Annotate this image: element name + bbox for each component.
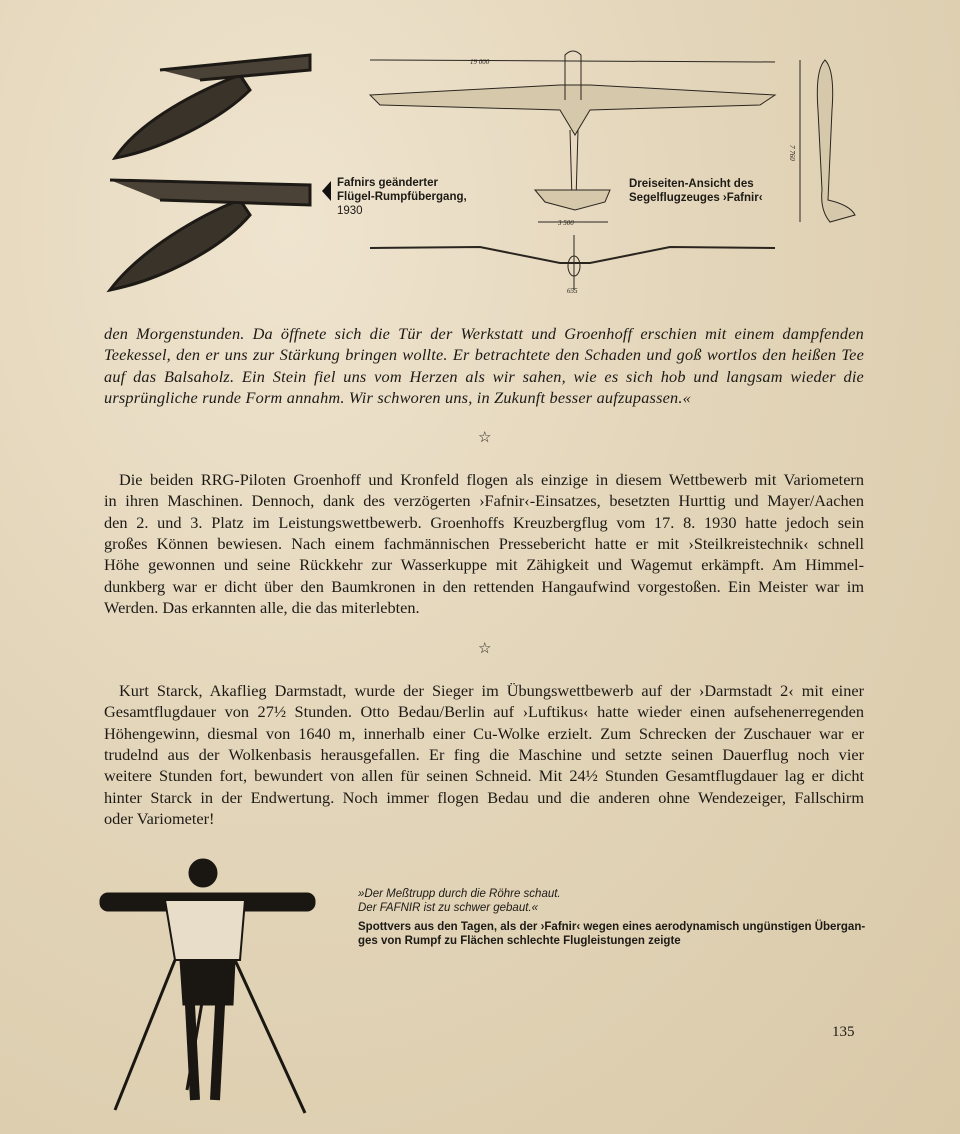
- text-line: Teekessel, den er uns zur Stärkung bringen wollte. Er betrachtete den Schaden und goß wortlos den heißen Tee: [104, 345, 864, 364]
- text-line: Höhe gewonnen und seine Rückkehr zur Wasserkuppe mit Zähigkeit und Wagemut erkämpft. Am Himmel-: [104, 555, 864, 574]
- description-line: ges von Rumpf zu Flächen schlechte Flugleistungen zeigte: [358, 935, 681, 947]
- glider-sketch-figure: [100, 40, 320, 300]
- verse-caption: [358, 887, 561, 915]
- section-separator-star: ☆: [478, 430, 492, 446]
- text-line: großes Können bewiesen. Nach einem fachmännischen Pressebericht hatte er mit ›Steilkreistechnik‹ schnell: [104, 534, 864, 553]
- dimension-tail: 3 500: [558, 219, 574, 227]
- caption-left-year: 1930: [337, 205, 363, 217]
- text-line: ursprüngliche runde Form annahm. Wir schworen uns, in Zukunft besser aufzupassen.«: [104, 388, 691, 407]
- text-line: Gesamtflugdauer von 27½ Stunden. Otto Bedau/Berlin auf ›Luftikus‹ hatte wieder einen aufsehenerregenden: [104, 702, 864, 721]
- caption-left-line: Fafnirs geänderter: [337, 177, 438, 189]
- three-view-drawing: [360, 50, 870, 295]
- dimension-fuselage: 655: [567, 287, 578, 295]
- text-line: hinter Starck in der Endwertung. Noch immer flogen Bedau und die anderen ohne Wendezeiger, Fallschirm: [104, 788, 864, 807]
- dimension-span: 19 000: [470, 58, 490, 66]
- description-caption: [358, 920, 865, 948]
- pointer-arrow-icon: [322, 181, 331, 201]
- surveyor-cartoon: [95, 855, 325, 1120]
- caption-right-line: Segelflugzeuges ›Fafnir‹: [629, 192, 763, 204]
- dimension-length: 7 760: [788, 145, 796, 161]
- text-line: Kurt Starck, Akaflieg Darmstadt, wurde der Sieger im Übungswettbewerb auf der ›Darmstadt 2‹ mit einer: [119, 681, 864, 700]
- text-line: Werden. Das erkannten alle, die das miterlebten.: [104, 598, 420, 617]
- text-line: auf das Balsaholz. Ein Stein fiel uns vom Herzen als wir sahen, wie es sich hob und langsam wieder die: [104, 367, 864, 386]
- text-line: Höhengewinn, diesmal von 1640 m, innerhalb einer Cu-Wolke erzielt. Zum Schrecken der Zuschauer war er: [104, 724, 864, 743]
- text-line: oder Variometer!: [104, 809, 215, 828]
- text-line: weitere Stunden fort, bewundert von allen für seinen Schneid. Mit 24½ Stunden Gesamtflugdauer lag er dicht: [104, 766, 864, 785]
- text-line: in ihren Maschinen. Dennoch, dank des verzögerten ›Fafnir‹-Einsatzes, besetzten Hurttig und Mayer/Aachen: [104, 491, 864, 510]
- description-line: Spottvers aus den Tagen, als der ›Fafnir‹ wegen eines aerodynamisch ungünstigen Übergan-: [358, 921, 866, 933]
- text-line: dunkberg war er dicht über den Baumkronen in den rettenden Hangaufwind vorgestoßen. Ein Meister war im: [104, 577, 864, 596]
- caption-right: [629, 177, 763, 205]
- text-line: Die beiden RRG-Piloten Groenhoff und Kronfeld flogen als einzige in diesem Wettbewerb mit Variometern: [119, 470, 864, 489]
- caption-right-line: Dreiseiten-Ansicht des: [629, 178, 754, 190]
- text-line: den 2. und 3. Platz im Leistungswettbewerb. Groenhoffs Kreuzbergflug vom 17. 8. 1930 hatte jedoch sein: [104, 513, 864, 532]
- verse-line: Der FAFNIR ist zu schwer gebaut.«: [358, 902, 539, 914]
- text-line: trudelnd aus der Wolkenbasis herausgefallen. Er fing die Maschine und setzte seinen Dauerflug noch vier: [104, 745, 864, 764]
- page-number: 135: [832, 1024, 855, 1040]
- verse-line: »Der Meßtrupp durch die Röhre schaut.: [358, 888, 561, 900]
- section-separator-star: ☆: [478, 641, 492, 657]
- text-line: den Morgenstunden. Da öffnete sich die Tür der Werkstatt und Groenhoff erschien mit einem dampfenden: [104, 324, 864, 343]
- caption-left-line: Flügel-Rumpfübergang,: [337, 191, 467, 203]
